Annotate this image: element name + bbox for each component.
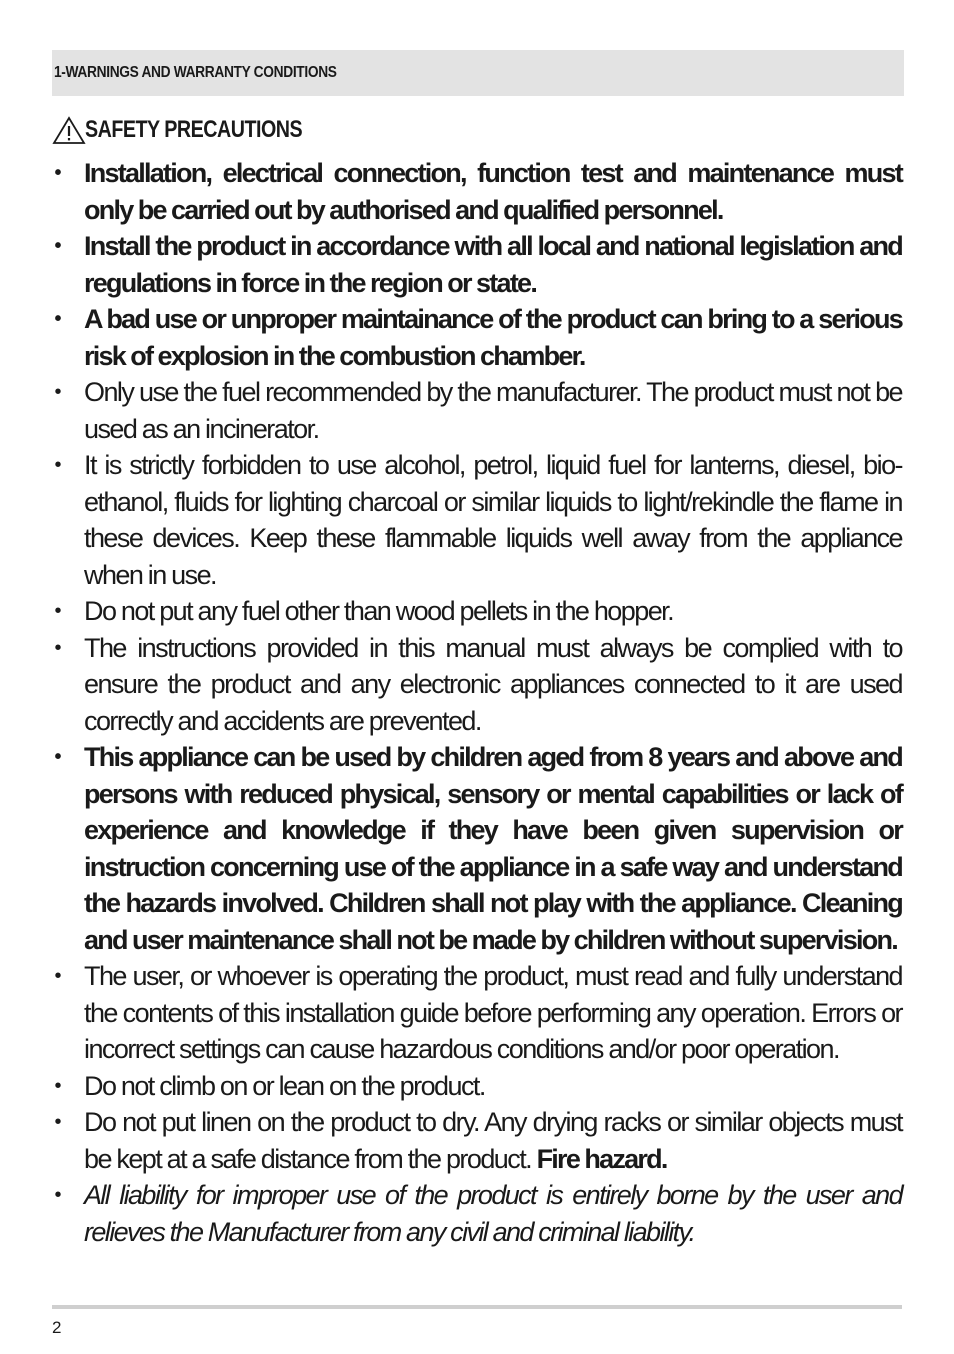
list-item-text: Install the product in accordance with all local and national legislation and regulations in force in the region or state. — [84, 231, 902, 298]
section-header-band — [52, 50, 904, 96]
list-item — [0, 447, 954, 593]
list-item-text: This appliance can be used by children aged from 8 years and above and persons with reduced physical, sensory or mental capabilities or lack of experience and knowledge if they have been given supervision or instruction concerning use of the appliance in a safe way and understand the hazards involved. Children shall not play with the appliance. Cleaning and user maintenance shall not be made by children without supervision. — [84, 742, 902, 955]
list-item-text: Installation, electrical connection, function test and maintenance must only be carried out by authorised and qualified personnel. — [84, 158, 902, 225]
list-item — [0, 301, 954, 374]
safety-precautions-heading — [52, 112, 350, 148]
bullet: • — [54, 1184, 62, 1206]
list-item-text: All liability for improper use of the product is entirely borne by the user and relieves the Manufacturer from any civil and criminal liability. — [84, 1180, 902, 1247]
section-title: SAFETY PRECAUTIONS — [85, 116, 303, 143]
bullet: • — [54, 381, 62, 403]
list-item — [0, 228, 954, 301]
list-item-text: The user, or whoever is operating the product, must read and fully understand the contents of this installation guide before performing any operation. Errors or incorrect settings can cause hazardous conditions and/or poor operation. — [84, 961, 902, 1064]
warning-triangle-icon — [52, 115, 86, 145]
bullet: • — [54, 636, 62, 659]
list-item-text: A bad use or unproper maintainance of the product can bring to a serious risk of explosion in the combustion chamber. — [84, 304, 902, 371]
list-item-text: Only use the fuel recommended by the manufacturer. The product must not be used as an incinerator. — [84, 377, 902, 444]
list-item — [0, 593, 954, 630]
list-item — [0, 630, 954, 740]
list-item-text: The instructions provided in this manual must always be complied with to ensure the product and any electronic appliances connected to it are used correctly and accidents are prevented. — [84, 632, 902, 736]
bullet: • — [54, 1074, 62, 1097]
list-item — [0, 155, 954, 228]
safety-precautions-list — [0, 155, 954, 1250]
list-item — [0, 1177, 954, 1250]
list-item — [0, 1068, 954, 1105]
list-item — [0, 374, 954, 447]
list-item — [0, 739, 954, 958]
bullet: • — [54, 965, 62, 987]
list-item-text-with-hazard — [84, 1104, 902, 1177]
bullet: • — [54, 454, 62, 476]
list-item — [0, 958, 954, 1068]
bullet: • — [54, 746, 62, 768]
list-item — [0, 1104, 954, 1177]
bullet: • — [54, 162, 62, 184]
page-number: 2 — [52, 1318, 62, 1337]
bullet: • — [54, 235, 62, 257]
bullet: • — [54, 1111, 62, 1133]
footer-divider — [52, 1305, 902, 1309]
bullet: • — [54, 600, 62, 622]
fire-hazard-label: Fire hazard. — [536, 1143, 667, 1174]
list-item-text: Do not climb on or lean on the product. — [84, 1070, 485, 1101]
list-item-text: Do not put linen on the product to dry. Any drying racks or similar objects must be kept at a safe distance from the product. — [84, 1107, 902, 1174]
bullet: • — [54, 308, 62, 330]
section-header-label: 1-WARNINGS AND WARRANTY CONDITIONS — [54, 64, 337, 81]
list-item-text: It is strictly forbidden to use alcohol, petrol, liquid fuel for lanterns, diesel, bio-ethanol, fluids for lighting charcoal or similar liquids to light/rekindle the flame in these devices. Keep these flammable liquids well away from the appliance when in use. — [84, 450, 902, 590]
list-item-text: Do not put any fuel other than wood pellets in the hopper. — [84, 596, 674, 626]
